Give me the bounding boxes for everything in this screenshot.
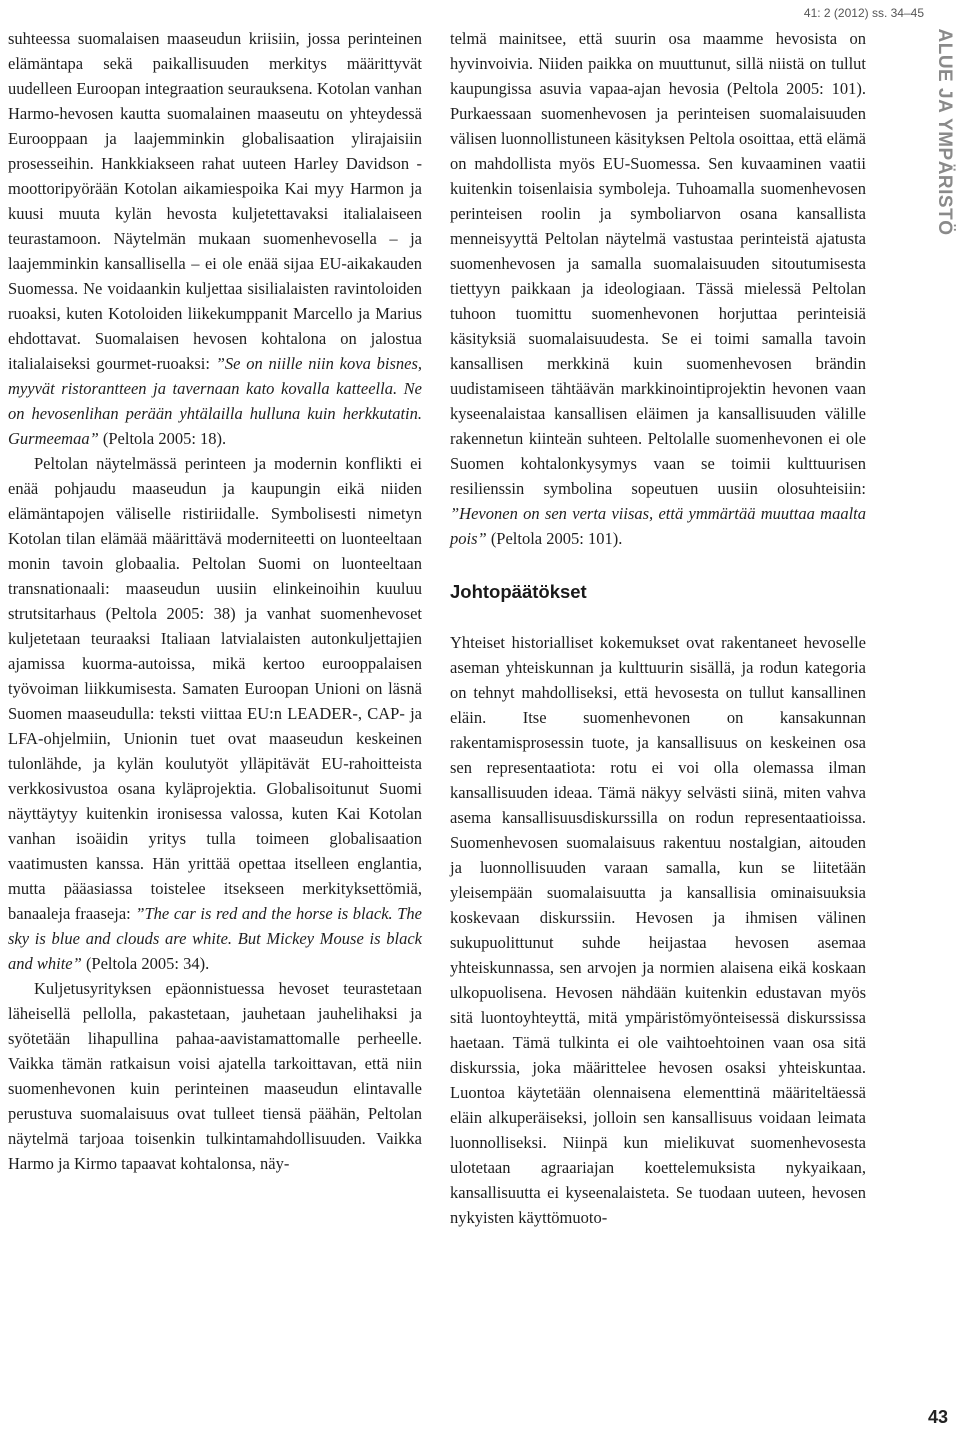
section-label <box>929 12 959 252</box>
body-text: telmä mainitsee, että suurin osa maamme hevosista on hyvinvoivia. Niiden paikka on muuttunut, sillä niistä on tullut kaupungissa asuvia vapaa-ajan hevosia (Peltola 2005: 101). Purkaessaan suomenhevosen ja perinteisen suomalaisuuden välisen luonnollistuneen käsityksen Peltola osoittaa, että elämä on mahdollista myös EU-Suomessa. Sen kuvaaminen vaatii kuitenkin toisenlaisia symboleja. Tuhoamalla suomenhevosen perinteisen roolin ja symboliarvon osana kansallista menneisyyttä Peltolan näytelmä vastustaa perinteistä ajatusta suomenhevosen ja samalla suomalaisuuden sitoutumisesta tiettyyn paikkaan ja ideologiaan. Tässä mielessä Peltolan tuhoon tuomittu suomenhevonen horjuttaa perinteisiä käsityksiä suomalaisuudesta. Se ei toimi samalla tavoin kansallisen merkkinä kuin suomenhevosen brändin uudistamiseen tähtäävän markkinointiprojektin hevonen vaan kyseenalaistaa kansallisen eläimen ja kansallisuuden välille rakennetun kiinteän suhteen. Peltolalle suomenhevonen ei ole Suomen kohtalonkysymys vaan se toimii kulttuurisen resilienssin symbolina sopeutuen uusiin olosuhteisiin: <box>450 29 866 498</box>
quotation: ”The car is red and the horse is black. The sky is blue and clouds are white. But Mickey Mouse is black and white” <box>8 904 422 973</box>
paragraph: Kuljetusyrityksen epäonnistuessa hevoset teurastetaan läheisellä pellolla, pakastetaan, jauhetaan jauhelihaksi ja syötetään lihapullina pahaa-aavistamattomalle perheelle. Vaikka tämän ratkaisun voisi ajatella tarkoittavan, että niin suomenhevonen kuin perinteinen maaseudun elintavalle perustuva suomalaisuus ovat tulleet tiensä päähän, Peltolan näytelmä tarjoaa toisenkin tulkintamahdollisuuden. Vaikka Harmo ja Kirmo tapaavat kohtalonsa, näy- <box>8 979 422 1173</box>
citation: (Peltola 2005: 101). <box>486 529 623 548</box>
quotation: ”Se on niille niin kova bisnes, myyvät ristorantteen ja tavernaan kato kovalla katteella. Ne on hevosenlihan perään yhtälailla hulluna kuin herkkutatin. Gurmeemaa” <box>8 354 422 448</box>
paragraph: Yhteiset historialliset kokemukset ovat rakentaneet hevoselle aseman yhteiskunnan ja kulttuurin sisällä, ja rodun kategoria on tehnyt mahdolliseksi, että hevosesta on tullut kansallinen eläin. Itse suomenhevonen on kansakunnan rakentamisprosessin tuote, ja kansallisuus on keskeinen osa sen representaatiota: rotu ei voi olla olemassa ilman kansallisuuden ideaa. Tämä näkyy selvästi siinä, miten vahva asema kansallisuusdiskurssilla on rodun representaatioissa. Suomenhevosen suomalaisuus rakentuu nostalgian, aitouden ja luonnollisuuden varaan samalla, kun se liitetään yleisempään suomalaisuutta ja kansallisia ominaisuuksia koskevaan diskurssiin. Hevosen ja ihmisen välinen sukupuolittunut suhde heijastaa hevosen asemaa yhteiskunnassa, sen arvojen ja normien alaisena eikä koskaan ulkopuolisena. Hevosen nähdään kuitenkin edustavan myös sitä luontoyhteyttä, mitä ympäristömyönteisessä diskurssissa haetaan. Tämä tulkinta ei ole vaihtoehtoinen vaan osa sitä diskurssia, joka määrittelee hevosen osaksi yhteiskuntaa. Luontoa käytetään olennaisena elementtinä määriteltäessä eläin alkuperäiseksi, jolloin sen kansallisuus voidaan leimata luonnolliseksi. Niinpä kun mielikuvat suomenhevosesta ulotetaan agraariajan koettelemuksista nykyaikaan, kansallisuutta ei kyseenalaisteta. Se tuodaan uuteen, hevosen nykyisten käyttömuoto- <box>450 633 866 1227</box>
paragraph <box>8 451 422 976</box>
body-text: suhteessa suomalaisen maaseudun kriisiin, jossa perinteinen elämäntapa sekä paikallisuuden merkitys määrittyvät uudelleen Euroopan integraation seurauksena. Kotolan vanhan Harmo-hevosen kautta suomalainen maaseutu on yhteydessä Eurooppaan ja laajemminkin globalisaation ylirajaisiin prosesseihin. Hankkiakseen rahat uuteen Harley Davidson -moottoripyörään Kotolan aikamiespoika Kai myy Harmon ja kuusi muuta kylän hevosta kuljetettavaksi italialaiseen teurastamoon. Näytelmän mukaan suomenhevosella – ja laajemminkin kansallisella – ei ole enää sijaa EU-aikakauden Suomessa. Ne voidaankin kuljettaa sisilialaisten ravintoloiden ruoaksi, kuten Kotoloiden liikekumppanit Marcello ja Marius ehdottavat. Suomalaisen hevosen kohtalona on jalostua italialaiseksi gourmet-ruoaksi: <box>8 29 422 373</box>
paragraph <box>450 26 866 551</box>
left-column <box>8 26 422 1176</box>
body-text: Peltolan näytelmässä perinteen ja modernin konflikti ei enää pohjaudu maaseudun ja kaupungin eikä niiden elämäntapojen väliselle ristiriidalle. Symbolisesti nimetyn Kotolan tilan elämää määrittävä moderniteetti on luonteeltaan monin tavoin globaalia. Peltolan Suomi on luonteeltaan transnationaali: maaseudun uusiin elinkeinoihin kuuluu strutsitarhaus (Peltola 2005: 38) ja vanhat suomenhevoset kuljetetaan teuraaksi Italiaan latvialaisten autonkuljettajien ajamissa kuorma-autoissa, mikä kertoo eurooppalaisen työvoiman liikkumisesta. Samaten Euroopan Unioni on läsnä Suomen maaseudulla: teksti viittaa EU:n LEADER-, CAP- ja LFA-ohjelmiin, Unionin tuet ovat maaseudun keskeinen tulonlähde, ja kylän koulutyöt ylläpitävät EU-rahoitteista verkkosivustoa osana kyläprojektia. Globalisoitunut Suomi näyttäytyy kuitenkin ironisessa valossa, kuten Kai Kotolan vanhan isoäidin yritys tulla toimeen globalisaation vaatimusten kanssa. Hän yrittää opettaa itselleen englantia, mutta pääasiassa toistelee itsekseen merkityksettömiä, banaaleja fraaseja: <box>8 454 422 923</box>
paragraph <box>8 26 422 451</box>
citation: (Peltola 2005: 34). <box>81 954 210 973</box>
section-label-text: ALUE JA YMPÄRISTÖ <box>934 28 955 236</box>
section-heading: Johtopäätökset <box>450 581 587 602</box>
quotation: ”Hevonen on sen verta viisas, että ymmärtää muuttaa maalta pois” <box>450 504 866 548</box>
journal-reference: 41: 2 (2012) ss. 34–45 <box>803 6 924 20</box>
page-number: 43 <box>927 1407 948 1427</box>
citation: (Peltola 2005: 18). <box>98 429 227 448</box>
right-column <box>450 26 866 1230</box>
